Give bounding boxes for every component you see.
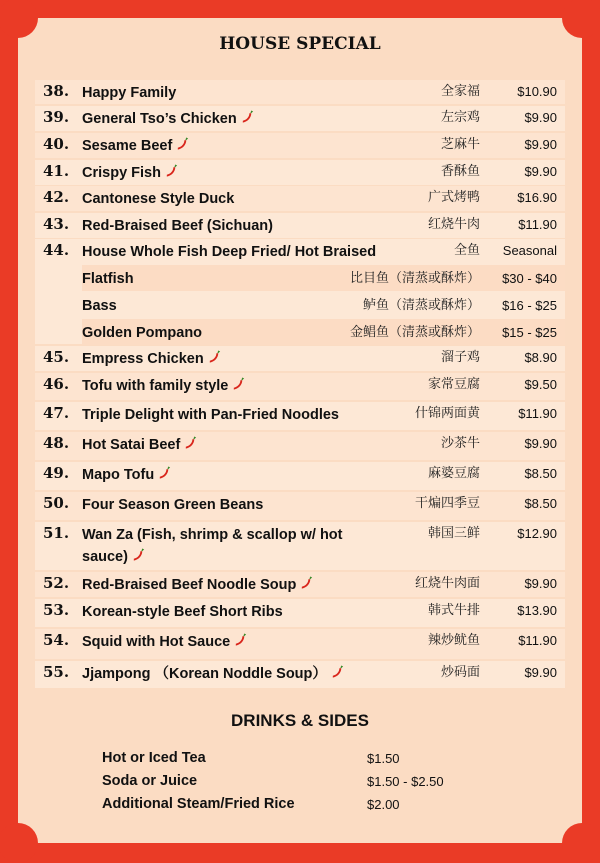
menu-item-51 bbox=[35, 522, 565, 570]
menu-item-43 bbox=[35, 213, 565, 238]
item-chinese-name: 辣炒鱿鱼 bbox=[427, 633, 480, 648]
item-number: 50. bbox=[43, 494, 70, 512]
item-number: 53. bbox=[43, 601, 70, 619]
menu-item-48 bbox=[35, 432, 565, 460]
house-special-title: HOUSE SPECIAL bbox=[219, 34, 381, 54]
item-price: $11.90 bbox=[518, 633, 557, 648]
item-name bbox=[82, 108, 382, 130]
menu-item-39 bbox=[35, 106, 565, 131]
menu-item-46 bbox=[35, 373, 565, 400]
item-price: $8.90 bbox=[524, 350, 557, 365]
item-name: Happy Family bbox=[82, 85, 177, 101]
item-price: $10.90 bbox=[517, 84, 557, 99]
subitem-price: $30 - $40 bbox=[502, 271, 557, 286]
item-chinese-name: 红烧牛肉面 bbox=[414, 576, 480, 591]
item-name: Triple Delight with Pan-Fried Noodles bbox=[82, 407, 339, 423]
drink-item bbox=[102, 750, 522, 772]
item-price: $16.90 bbox=[517, 190, 557, 205]
subitem-name: Flatfish bbox=[82, 271, 134, 287]
item-chinese-name: 韩式牛排 bbox=[427, 603, 480, 618]
item-number: 38. bbox=[43, 82, 70, 100]
item-name: Four Season Green Beans bbox=[82, 497, 264, 513]
item-number: 49. bbox=[43, 464, 70, 482]
item-chinese-name: 韩国三鲜 bbox=[427, 526, 480, 541]
item-price: $9.90 bbox=[524, 436, 557, 451]
drink-name: Hot or Iced Tea bbox=[102, 750, 206, 766]
item-number: 51. bbox=[43, 524, 70, 542]
chili-pepper-icon bbox=[157, 465, 172, 481]
menu-item-55 bbox=[35, 661, 565, 688]
item-name bbox=[82, 663, 382, 685]
item-price: $9.90 bbox=[524, 164, 557, 179]
item-chinese-name: 麻婆豆腐 bbox=[427, 466, 480, 481]
drink-price: $1.50 - $2.50 bbox=[367, 774, 444, 789]
menu-card bbox=[18, 18, 582, 843]
subitem-chinese-name: 比目鱼（清蒸或酥炸） bbox=[349, 271, 480, 286]
item-name bbox=[82, 135, 382, 157]
item-chinese-name: 芝麻牛 bbox=[440, 137, 480, 152]
item-number: 42. bbox=[43, 188, 70, 206]
item-name: Cantonese Style Duck bbox=[82, 191, 235, 207]
item-chinese-name: 左宗鸡 bbox=[440, 110, 480, 125]
chili-pepper-icon bbox=[164, 163, 179, 179]
item-price: $11.90 bbox=[518, 406, 557, 421]
item-name bbox=[82, 524, 382, 568]
corner-cutout bbox=[0, 823, 38, 863]
item-chinese-name: 炒码面 bbox=[440, 665, 480, 680]
item-name: House Whole Fish Deep Fried/ Hot Braised bbox=[82, 244, 377, 260]
corner-cutout bbox=[0, 0, 38, 38]
menu-item-44 bbox=[35, 239, 565, 344]
item-number: 39. bbox=[43, 108, 70, 126]
item-number: 45. bbox=[43, 348, 70, 366]
item-name bbox=[82, 162, 382, 184]
chili-pepper-icon bbox=[207, 349, 222, 365]
item-name-text: Crispy Fish bbox=[82, 165, 161, 181]
subitem-name: Golden Pompano bbox=[82, 325, 203, 341]
item-price: $11.90 bbox=[518, 217, 557, 232]
item-name-text: Sesame Beef bbox=[82, 138, 173, 154]
item-name bbox=[82, 631, 382, 653]
chili-pepper-icon bbox=[231, 376, 246, 392]
item-number: 40. bbox=[43, 135, 70, 153]
item-name-text: Jjampong （Korean Noddle Soup） bbox=[82, 666, 327, 682]
chili-pepper-icon bbox=[299, 575, 314, 591]
menu-item-40 bbox=[35, 133, 565, 158]
item-name bbox=[82, 434, 382, 456]
item-name-text: Wan Za (Fish, shrimp & scallop w/ hot sauce) bbox=[82, 527, 343, 565]
subitem-price: $16 - $25 bbox=[502, 298, 557, 313]
subitem-bass bbox=[82, 292, 565, 318]
menu-item-45 bbox=[35, 346, 565, 371]
chili-pepper-icon bbox=[175, 136, 190, 152]
menu-item-52 bbox=[35, 572, 565, 597]
item-number: 52. bbox=[43, 574, 70, 592]
item-price: $8.50 bbox=[524, 496, 557, 511]
corner-cutout bbox=[562, 823, 600, 863]
item-price: $13.90 bbox=[517, 603, 557, 618]
subitem-name: Bass bbox=[82, 298, 117, 314]
item-number: 54. bbox=[43, 631, 70, 649]
item-price: $9.90 bbox=[524, 110, 557, 125]
item-chinese-name: 香酥鱼 bbox=[440, 164, 480, 179]
item-name bbox=[82, 464, 382, 486]
item-name-text: Squid with Hot Sauce bbox=[82, 634, 231, 650]
subitem-price: $15 - $25 bbox=[502, 325, 557, 340]
item-chinese-name: 广式烤鸭 bbox=[427, 190, 480, 205]
menu-item-54 bbox=[35, 629, 565, 659]
item-number: 48. bbox=[43, 434, 70, 452]
item-number: 46. bbox=[43, 375, 70, 393]
chili-pepper-icon bbox=[240, 109, 255, 125]
chili-pepper-icon bbox=[330, 664, 345, 680]
drink-name: Soda or Juice bbox=[102, 773, 198, 789]
drink-item bbox=[102, 773, 522, 795]
item-number: 55. bbox=[43, 663, 70, 681]
drinks-sides-title: DRINKS & SIDES bbox=[231, 711, 369, 730]
menu-item-42 bbox=[35, 186, 565, 211]
drink-price: $1.50 bbox=[367, 751, 400, 766]
item-name: Red-Braised Beef (Sichuan) bbox=[82, 218, 273, 234]
item-name-text: Hot Satai Beef bbox=[82, 437, 181, 453]
item-number: 47. bbox=[43, 404, 70, 422]
item-price: $9.90 bbox=[524, 665, 557, 680]
item-price: $9.50 bbox=[524, 377, 557, 392]
item-chinese-name: 干煸四季豆 bbox=[414, 496, 480, 511]
item-chinese-name: 沙茶牛 bbox=[440, 436, 480, 451]
item-price: $9.90 bbox=[524, 576, 557, 591]
drink-name: Additional Steam/Fried Rice bbox=[102, 796, 295, 812]
item-chinese-name: 全家福 bbox=[440, 84, 480, 99]
menu-item-53 bbox=[35, 599, 565, 627]
item-price: $8.50 bbox=[524, 466, 557, 481]
item-number: 41. bbox=[43, 162, 70, 180]
item-price: Seasonal bbox=[502, 243, 557, 258]
item-number: 44. bbox=[43, 241, 70, 259]
item-price: $12.90 bbox=[517, 526, 557, 541]
menu-item-41 bbox=[35, 160, 565, 185]
menu-item-47 bbox=[35, 402, 565, 430]
item-chinese-name: 什锦两面黄 bbox=[414, 406, 480, 421]
drink-price: $2.00 bbox=[367, 797, 400, 812]
item-name-text: Tofu with family style bbox=[82, 378, 229, 394]
item-chinese-name: 红烧牛肉 bbox=[427, 217, 480, 232]
item-price: $9.90 bbox=[524, 137, 557, 152]
chili-pepper-icon bbox=[233, 632, 248, 648]
corner-cutout bbox=[562, 0, 600, 38]
item-chinese-name: 溜子鸡 bbox=[440, 350, 480, 365]
subitem-chinese-name: 金鲳鱼（清蒸或酥炸） bbox=[349, 325, 480, 340]
item-name: Korean-style Beef Short Ribs bbox=[82, 604, 283, 620]
subitem-chinese-name: 鲈鱼（清蒸或酥炸） bbox=[362, 298, 480, 313]
chili-pepper-icon bbox=[131, 547, 146, 563]
subitem-golden-pompano bbox=[82, 319, 565, 345]
chili-pepper-icon bbox=[183, 435, 198, 451]
item-number: 43. bbox=[43, 215, 70, 233]
menu-item-38 bbox=[35, 80, 565, 104]
drink-item bbox=[102, 796, 522, 818]
item-name-text: Red-Braised Beef Noodle Soup bbox=[82, 577, 297, 593]
item-chinese-name: 家常豆腐 bbox=[427, 377, 480, 392]
item-chinese-name: 全鱼 bbox=[453, 243, 480, 258]
item-name-text: General Tso’s Chicken bbox=[82, 111, 237, 127]
item-name-text: Mapo Tofu bbox=[82, 467, 155, 483]
menu-item-50 bbox=[35, 492, 565, 520]
item-name-text: Empress Chicken bbox=[82, 351, 204, 367]
subitem-flatfish bbox=[82, 265, 565, 291]
item-name bbox=[82, 574, 382, 596]
item-name bbox=[82, 375, 382, 397]
item-name bbox=[82, 348, 382, 370]
menu-item-49 bbox=[35, 462, 565, 490]
